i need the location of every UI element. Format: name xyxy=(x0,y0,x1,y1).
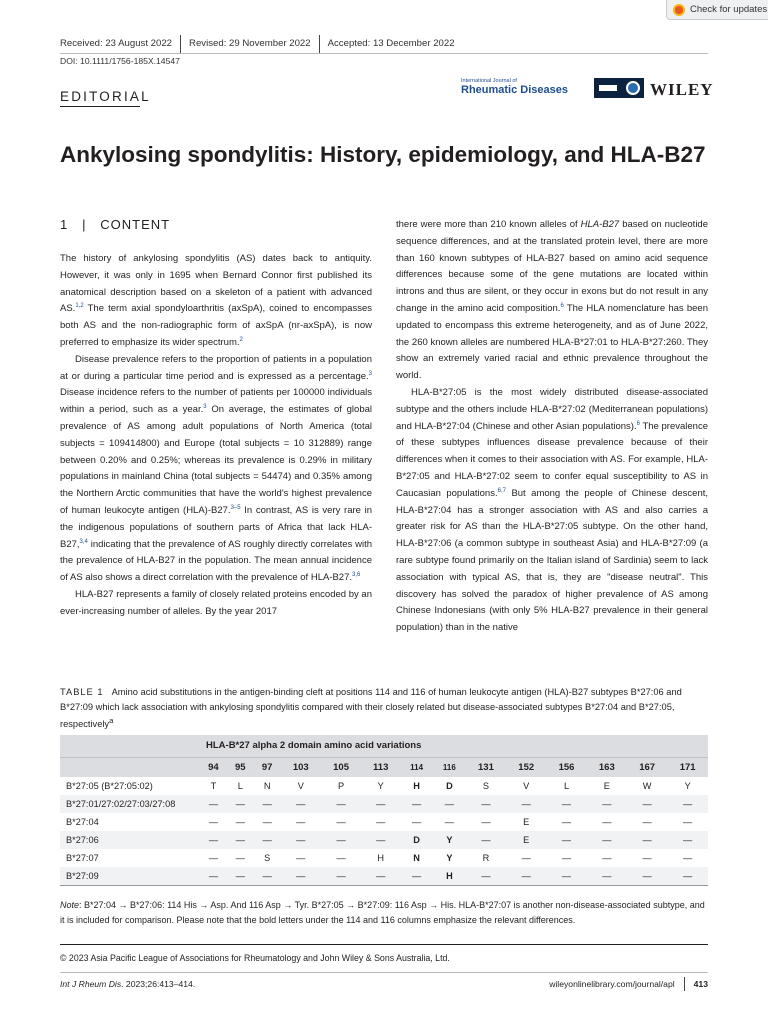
table-caption-text: Amino acid substitutions in the antigen-binding cleft at positions 114 and 116 of human leukocyte antigen (HLA)-B27 subtypes B*27:06 and B*27:09 which lack association with ankylosing spondylitis compared with their closely related but disease-associated subtypes B*27:04 and B*27:05, respectively xyxy=(60,687,682,730)
footer-divider xyxy=(684,977,685,991)
table-cell: — xyxy=(254,795,281,813)
table-cell: — xyxy=(627,831,667,849)
table-cell: — xyxy=(321,867,361,885)
paragraph: Disease prevalence refers to the proportion of patients in a population at or during a particular time period and is expressed as a percentage.$^3$ Disease incidence refers to the number of patients per 100000 individuals within a period, such as a year.$^3$ On average, the estimates of global prevalence of AS among adult populations of North America (total subjects = 109414800) and Europe (total subjects = 10 312889) range between 0.20% and 0.25%; whereas its prevalence is 0.29% in military populations in mainland China (total subjects = 54474) and 0.35% among the Northern Arctic communities that have the world's highest prevalence of human leukocyte antigen (HLA)-B27.$^{3-5}$ In contrast, AS is very rare in the indigenous populations of southern parts of Africa that lack HLA-B27,$^{3,4}$ indicating that the prevalence of AS roughly directly correlates with the prevalence of HLA-B27 in the population. The mean annual incidence of AS also shows a direct correlation with the prevalence of HLA-B27.$^{3,6}$ xyxy=(60,353,373,584)
table-cell: — xyxy=(683,853,693,863)
table-cell: — xyxy=(667,831,708,849)
table-position-header: 94 xyxy=(200,757,227,777)
table-cell: — xyxy=(627,795,667,813)
table-row xyxy=(60,831,708,849)
table-cell: — xyxy=(361,867,400,885)
table-cell: — xyxy=(602,853,612,863)
table-cell: — xyxy=(321,831,361,849)
table-cell: S xyxy=(482,781,489,791)
table-cell: — xyxy=(296,853,306,863)
table-cell: — xyxy=(642,853,652,863)
article-dates xyxy=(60,37,455,51)
table-row-label: B*27:06 xyxy=(60,831,200,849)
citation-link[interactable]: 3 xyxy=(368,370,372,377)
table-cell: — xyxy=(466,795,506,813)
table-position-header: 163 xyxy=(587,757,627,777)
table-row xyxy=(60,813,708,831)
section-type: EDITORIAL xyxy=(60,89,151,104)
table-cell: — xyxy=(208,853,219,863)
publisher-logo: WILEY xyxy=(650,80,714,99)
journal-logo-small: International Journal of xyxy=(461,78,517,84)
table-cell: — xyxy=(200,831,227,849)
table-cell: L xyxy=(563,781,570,791)
check-for-updates-label: Check for updates xyxy=(690,4,768,15)
table-position-header: 167 xyxy=(627,757,667,777)
table-cell: — xyxy=(254,831,281,849)
header-rule xyxy=(60,53,708,54)
table-cell: H xyxy=(377,853,385,863)
paragraph: HLA-B27 represents a family of closely related proteins encoded by an ever-increasing number of alleles. By the year 2017 xyxy=(60,588,372,617)
table-position-header: 95 xyxy=(227,757,254,777)
table-cell: — xyxy=(667,867,708,885)
table-row-label: B*27:01/27:02/27:03/27:08 xyxy=(60,795,200,813)
table-cell: — xyxy=(227,831,254,849)
table-row-label: B*27:05 (B*27:05:02) xyxy=(66,781,153,791)
left-column xyxy=(60,251,372,621)
table-row xyxy=(60,795,708,813)
table-position-row xyxy=(60,757,708,777)
received-date: Received: 23 August 2022 xyxy=(60,38,173,49)
table-cell: N xyxy=(413,853,420,863)
table-cell: — xyxy=(208,817,219,827)
table-cell: W xyxy=(642,781,652,791)
citation-link[interactable]: 6 xyxy=(636,420,640,427)
citation-link[interactable]: 3 xyxy=(203,404,207,411)
table-cell: — xyxy=(281,867,321,885)
table-cell: — xyxy=(400,795,433,813)
citation-link[interactable]: 6,7 xyxy=(497,487,506,494)
table-cell: P xyxy=(338,781,345,791)
paragraph: The history of ankylosing spondylitis (AS) dates back to antiquity. However, it was only in 1695 when Bernard Connor first published its anatomical description based on a skeleton of a patient with advanced AS.$^{1,2}$ The term axial spondyloarthritis (axSpA), coined to encompasses both AS and the non-radiographic form of axSpA (nr-axSpA), is now preferred to emphasize its wider spectrum.$^2$ xyxy=(60,253,373,348)
section-number: 1 xyxy=(60,217,69,232)
table-cell: — xyxy=(546,795,586,813)
table-note xyxy=(60,898,708,927)
table-cell: — xyxy=(587,795,627,813)
table-cell: — xyxy=(361,831,400,849)
table-cell: — xyxy=(667,795,708,813)
paragraph: HLA-B*27:05 is the most widely distributed disease-associated subtype and the others include HLA-B*27:02 (Mediterranean populations) and HLA-B*27:04 (Chinese and other Asian populations).$^6$ The prevalence of these subtypes influences disease prevalence because of their differences when it comes to their association with AS. For example, HLA-B*27:05 and HLA-B*27:02 seem to confer equal susceptibility to AS in Caucasian populations.$^{6,7}$ But among the people of Chinese descent, HLA-B*27:04 has a stronger association with AS and also carries a greater risk for AS than the HLA-B*27:05 subtype. On the other hand, HLA-B*27:06 (a common subtype in southeast Asia) and HLA-B*27:09 (a rare subtype found primarily on the Italian island of Sardinia) seem to lack association with typical AS, that is, they are "disease neutral". This discovery has solved the paradox of higher prevalence of AS among Chinese Indonesians (with only 5% HLA-B27 prevalence in their general population) than in the native xyxy=(396,386,709,634)
table-cell: — xyxy=(587,831,627,849)
table-row-label: B*27:04 xyxy=(66,817,99,827)
footer-rule xyxy=(60,972,708,973)
section-heading: 1 | CONTENT xyxy=(60,217,171,232)
table-position-header: 156 xyxy=(546,757,586,777)
paragraph: there were more than 210 known alleles of HLA-B27 based on nucleotide sequence differences, and at the translated protein level, there are more than 160 known subtypes of HLA-B27 based on amino acid sequence differences because some of the gene mutations are located within introns and thus are silent, or they occur in exons but do not result in any change in the amino acid composition.$^6$ The HLA nomenclature has been updated to encompass this extreme heterogeneity, and as of June 2022, the 260 known alleles are numbered HLA-B*27:01 to HLA-B*27:260. They show an extremely varied racial and ethnic prevalence throughout the world. xyxy=(396,219,708,382)
date-divider xyxy=(319,35,320,53)
accepted-date: Accepted: 13 December 2022 xyxy=(327,38,455,49)
table-position-header: 97 xyxy=(254,757,281,777)
table-label: TABLE 1 xyxy=(60,687,104,697)
citation-link[interactable]: 3,4 xyxy=(79,538,88,545)
article-title: Ankylosing spondylitis: History, epidemiology, and HLA-B27 xyxy=(60,142,706,167)
table-cell: Y xyxy=(446,853,453,863)
journal-logo-big: Rheumatic Diseases xyxy=(461,84,568,96)
table-cell: Y xyxy=(684,781,691,791)
table-cell: S xyxy=(264,853,271,863)
table-cell: — xyxy=(227,795,254,813)
table-cell: Y xyxy=(377,781,384,791)
table-position-header: 116 xyxy=(433,757,466,777)
table-cell: — xyxy=(281,831,321,849)
table-cell: D xyxy=(400,831,433,849)
table-cell: E xyxy=(603,781,610,791)
table-cell: — xyxy=(506,795,546,813)
date-divider xyxy=(180,35,181,53)
citation-link[interactable]: 3–5 xyxy=(230,504,241,511)
table-row xyxy=(60,867,708,885)
citation-link[interactable]: 2 xyxy=(239,336,243,343)
table-cell: — xyxy=(200,867,227,885)
table-cell: — xyxy=(546,867,586,885)
table-cell: — xyxy=(235,853,245,863)
table-row-label: B*27:07 xyxy=(66,853,99,863)
table-cell: E xyxy=(506,831,546,849)
table-cell: — xyxy=(602,817,612,827)
doi[interactable]: DOI: 10.1111/1756-185X.14547 xyxy=(60,56,180,66)
table-position-header: 114 xyxy=(400,757,433,777)
table-cell: V xyxy=(297,781,304,791)
table-cell: Y xyxy=(433,831,466,849)
table-position-header: 105 xyxy=(321,757,361,777)
citation-link[interactable]: 1,2 xyxy=(75,303,84,310)
citation-journal: Int J Rheum Dis xyxy=(60,979,122,989)
table-cell: L xyxy=(237,781,243,791)
table-cell: D xyxy=(446,781,453,791)
table-cell: — xyxy=(561,817,572,827)
table-cell: T xyxy=(210,781,217,791)
table-cell: — xyxy=(466,831,506,849)
table-position-header: 103 xyxy=(281,757,321,777)
table-cell: — xyxy=(235,817,245,827)
table-position-header: 113 xyxy=(361,757,400,777)
table-note-text: : B*27:04 → B*27:06: 114 His → Asp. And 116 Asp → Tyr. B*27:05 → B*27:09: 116 Asp → His. HLA-B*27:07 is another non-disease-associated subtype, and it is included for comparison. Please note that the bold letters under the 114 and 116 columns emphasize the relevant differences. xyxy=(60,900,705,925)
table-cell: N xyxy=(263,781,271,791)
table-cell: — xyxy=(411,817,422,827)
table-row-label: B*27:09 xyxy=(60,867,200,885)
right-column xyxy=(396,217,708,637)
table-cell: E xyxy=(523,817,530,827)
table-cell: — xyxy=(587,867,627,885)
table-cell: — xyxy=(481,817,491,827)
section-type-rule xyxy=(60,106,140,107)
table-cell: H xyxy=(433,867,466,885)
table-cell: — xyxy=(227,867,254,885)
table-cell: — xyxy=(466,867,506,885)
table-cell: — xyxy=(361,795,400,813)
table-cell: V xyxy=(523,781,530,791)
table-cell: — xyxy=(376,817,386,827)
table-cell: — xyxy=(254,867,281,885)
table-cell: — xyxy=(444,817,454,827)
table-row xyxy=(60,849,708,867)
table-cell: — xyxy=(200,795,227,813)
table-cell: — xyxy=(296,817,306,827)
table-footnote-marker: a xyxy=(109,716,114,726)
table-cell: — xyxy=(546,831,586,849)
table-cell: — xyxy=(281,795,321,813)
copyright: © 2023 Asia Pacific League of Associations for Rheumatology and John Wiley & Sons Australia, Ltd. xyxy=(60,953,450,963)
table-cell: — xyxy=(433,795,466,813)
table-caption xyxy=(60,685,708,732)
citation xyxy=(60,979,195,989)
table-position-header: 152 xyxy=(506,757,546,777)
table-row xyxy=(60,777,708,795)
table-cell: — xyxy=(506,867,546,885)
table-cell: — xyxy=(400,867,433,885)
table-cell: — xyxy=(627,867,667,885)
crossmark-icon xyxy=(673,4,685,16)
table-cell: — xyxy=(642,817,652,827)
table-position-header: 171 xyxy=(667,757,708,777)
table-cell: R xyxy=(482,853,490,863)
section-title: CONTENT xyxy=(100,217,171,232)
check-for-updates-button[interactable] xyxy=(666,0,768,20)
amino-acid-table xyxy=(60,735,708,886)
page-number: 413 xyxy=(693,979,708,989)
journal-logo xyxy=(461,78,591,98)
table-note-label: Note xyxy=(60,900,80,910)
table-cell: — xyxy=(561,853,572,863)
table-cell: — xyxy=(321,795,361,813)
table-cell: — xyxy=(336,853,346,863)
journal-url[interactable]: wileyonlinelibrary.com/journal/apl xyxy=(549,979,675,989)
table-cell: H xyxy=(413,781,420,791)
footer-right xyxy=(549,977,708,991)
table-group-header: HLA-B*27 alpha 2 domain amino acid variations xyxy=(200,735,708,757)
table-cell: — xyxy=(336,817,346,827)
table-cell: — xyxy=(262,817,272,827)
table-position-header: 131 xyxy=(466,757,506,777)
table-cell: — xyxy=(683,817,693,827)
citation-link[interactable]: 6 xyxy=(560,302,564,309)
citation-details: . 2023;26:413–414. xyxy=(121,979,196,989)
table-cell: — xyxy=(521,853,531,863)
citation-link[interactable]: 3,6 xyxy=(352,571,361,578)
apl-logo-icon xyxy=(594,78,644,98)
revised-date: Revised: 29 November 2022 xyxy=(189,38,311,49)
copyright-rule xyxy=(60,944,708,945)
